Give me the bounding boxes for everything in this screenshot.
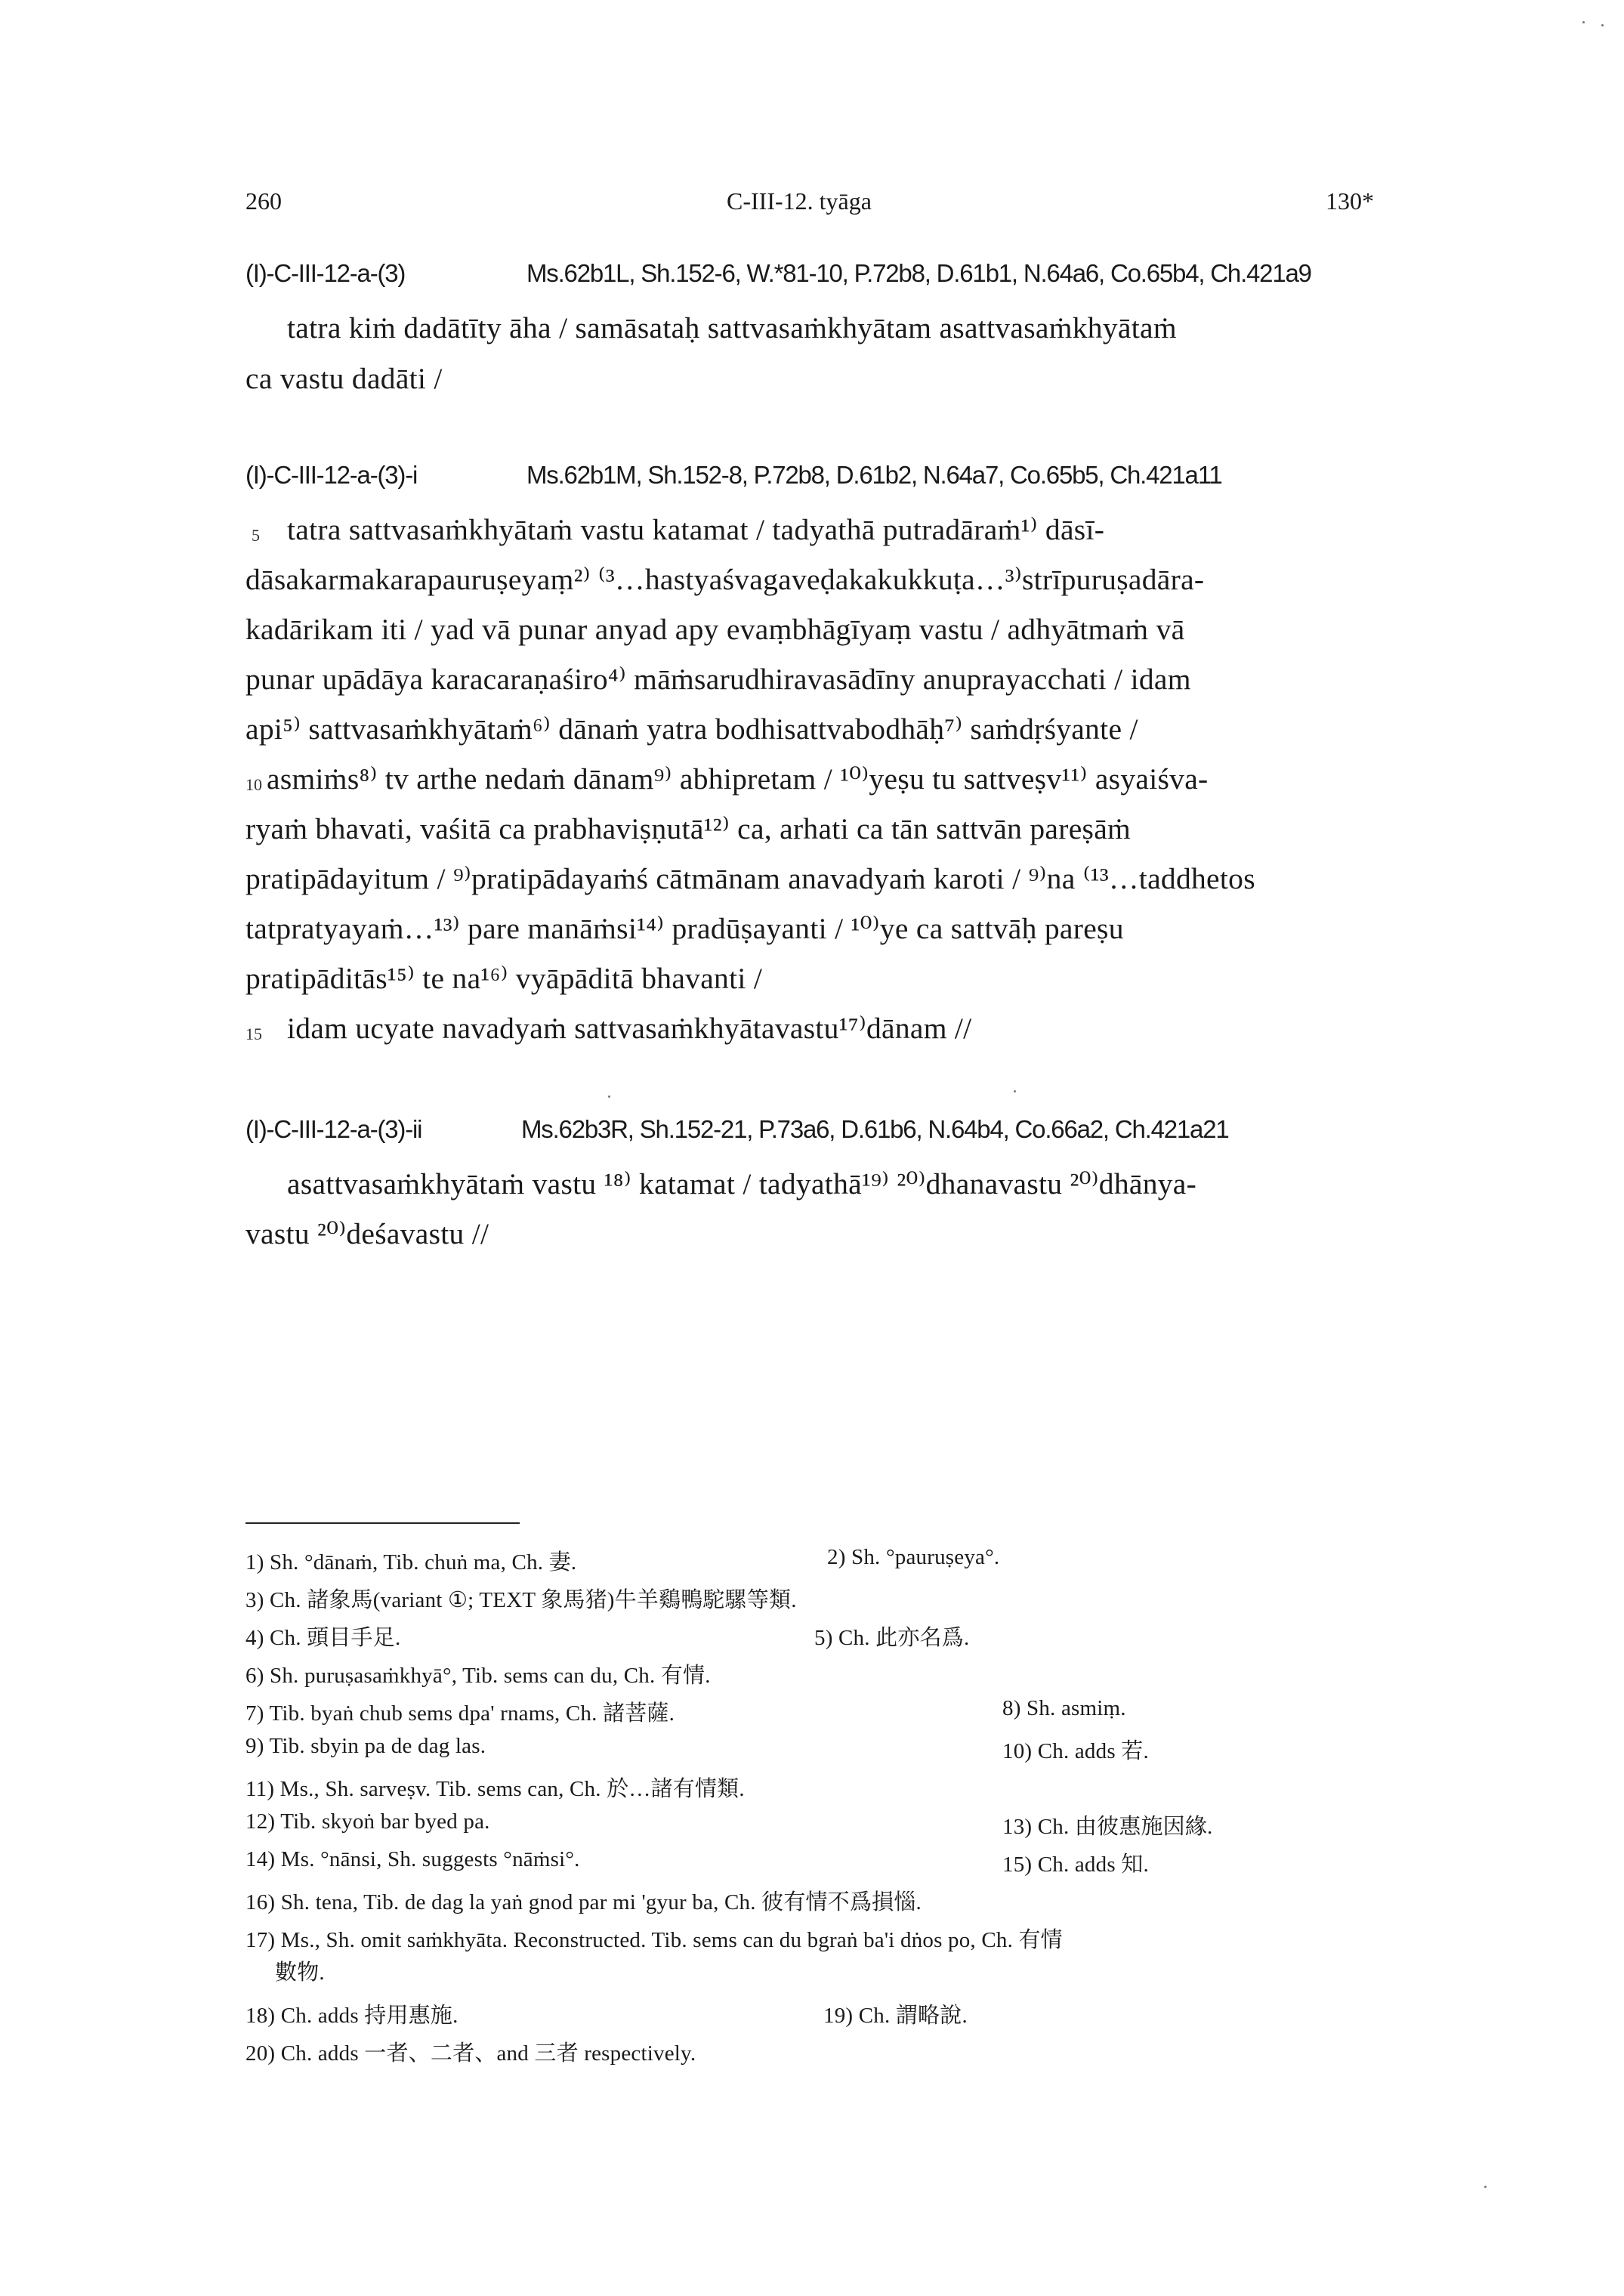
text-line: dāsakarmakarapauruṣeyaṃ²⁾ ⁽³…hastyaśvagaveḍakakukkuṭa…³⁾strīpuruṣadāra- — [245, 563, 1205, 596]
footnote: 4) Ch. 頭目手足. — [245, 1626, 401, 1650]
footnote: 6) Sh. puruṣasaṁkhyā°, Tib. sems can du, Ch. 有情. — [245, 1664, 711, 1688]
footnote: 8) Sh. asmiṃ. — [1002, 1696, 1126, 1720]
footnote-rule — [245, 1522, 520, 1524]
text-line: tatra kiṁ dadātīty āha / samāsataḥ sattvasaṁkhyātam asattvasaṁkhyātaṁ — [287, 311, 1177, 345]
footnote: 10) Ch. adds 若. — [1002, 1739, 1149, 1763]
footnote: 17) Ms., Sh. omit saṁkhyāta. Reconstructed. Tib. sems can du bgraṅ ba'i dṅos po, Ch. 有情 — [245, 1928, 1063, 1952]
text-line: tatpratyayaṁ…¹³⁾ pare manāṁsi¹⁴⁾ pradūṣayanti / ¹⁰⁾ye ca sattvāḥ pareṣu — [245, 912, 1124, 945]
text-line: api⁵⁾ sattvasaṁkhyātaṁ⁶⁾ dānaṁ yatra bodhisattvabodhāḥ⁷⁾ saṁdṛśyante / — [245, 712, 1138, 746]
text-line: pratipādayitum / ⁹⁾pratipādayaṁś cātmānam anavadyaṁ karoti / ⁹⁾na ⁽¹³…taddhetos — [245, 862, 1255, 895]
scan-speck — [1484, 2186, 1487, 2188]
text-line: asmiṁs⁸⁾ tv arthe nedaṁ dānam⁹⁾ abhipretam / ¹⁰⁾yeṣu tu sattveṣv¹¹⁾ asyaiśva- — [267, 762, 1209, 796]
footnote: 3) Ch. 諸象馬(variant ①; TEXT 象馬猪)牛羊鷄鴨駝騾等類. — [245, 1588, 797, 1612]
footnote: 16) Sh. tena, Tib. de dag la yaṅ gnod par mi 'gyur ba, Ch. 彼有情不爲損惱. — [245, 1890, 922, 1914]
footnote: 13) Ch. 由彼惠施因緣. — [1002, 1815, 1213, 1839]
text-line: asattvasaṁkhyātaṁ vastu ¹⁸⁾ katamat / tadyathā¹⁹⁾ ²⁰⁾dhanavastu ²⁰⁾dhānya- — [287, 1167, 1197, 1201]
line-number: 10 — [245, 775, 262, 794]
line-number: 15 — [245, 1024, 262, 1043]
text-line: ca vastu dadāti / — [245, 362, 443, 395]
text-line: pratipāditās¹⁵⁾ te na¹⁶⁾ vyāpāditā bhavanti / — [245, 962, 763, 995]
scan-speck — [1014, 1090, 1016, 1092]
scan-speck — [608, 1095, 610, 1098]
text-line: kadārikam iti / yad vā punar anyad apy evaṃbhāgīyaṃ vastu / adhyātmaṁ vā — [245, 613, 1185, 646]
footnote: 11) Ms., Sh. sarveṣv. Tib. sems can, Ch. 於…諸有情類. — [245, 1777, 745, 1801]
text-line: idam ucyate navadyaṁ sattvasaṁkhyātavastu¹⁷⁾dānam // — [287, 1012, 972, 1045]
footnote: 9) Tib. sbyin pa de dag las. — [245, 1734, 486, 1758]
text-line: ryaṁ bhavati, vaśitā ca prabhaviṣṇutā¹²⁾ ca, arhati ca tān sattvān pareṣāṁ — [245, 812, 1132, 845]
footnote: 15) Ch. adds 知. — [1002, 1853, 1149, 1877]
text-line: vastu ²⁰⁾deśavastu // — [245, 1217, 489, 1250]
section-refs: Ms.62b1L, Sh.152-6, W.*81-10, P.72b8, D.61b1, N.64a6, Co.65b4, Ch.421a9 — [526, 259, 1311, 287]
footnote: 12) Tib. skyoṅ bar byed pa. — [245, 1809, 490, 1834]
footnote: 18) Ch. adds 持用惠施. — [245, 2004, 458, 2028]
footnote: 14) Ms. °nānsi, Sh. suggests °nāṁsi°. — [245, 1847, 580, 1871]
scan-speck — [1601, 24, 1604, 26]
footnote: 7) Tib. byaṅ chub sems dpa' rnams, Ch. 諸菩薩. — [245, 1701, 675, 1726]
section-refs: Ms.62b3R, Sh.152-21, P.73a6, D.61b6, N.64b4, Co.66a2, Ch.421a21 — [521, 1115, 1229, 1143]
text-line: tatra sattvasaṁkhyātaṁ vastu katamat / tadyathā putradāraṁ¹⁾ dāsī- — [287, 513, 1105, 546]
running-title: C-III-12. tyāga — [727, 187, 872, 215]
scan-speck — [1582, 21, 1585, 23]
section-id: (I)-C-III-12-a-(3)-i — [245, 461, 418, 489]
footnote-continuation: 數物. — [275, 1961, 325, 1985]
text-line: punar upādāya karacaraṇaśiro⁴⁾ māṁsarudhiravasādīny anuprayacchati / idam — [245, 663, 1191, 696]
footnote: 2) Sh. °pauruṣeya°. — [827, 1545, 1000, 1569]
footnote: 19) Ch. 謂略說. — [823, 2004, 968, 2028]
line-number: 5 — [252, 526, 260, 545]
section-id: (I)-C-III-12-a-(3) — [245, 259, 406, 287]
footnote: 1) Sh. °dānaṁ, Tib. chuṅ ma, Ch. 妻. — [245, 1550, 577, 1574]
footnote: 5) Ch. 此亦名爲. — [814, 1626, 970, 1650]
folio-number: 130* — [1326, 187, 1374, 215]
footnote: 20) Ch. adds 一者、二者、and 三者 respectively. — [245, 2041, 696, 2066]
section-refs: Ms.62b1M, Sh.152-8, P.72b8, D.61b2, N.64a7, Co.65b5, Ch.421a11 — [526, 461, 1222, 489]
page-number: 260 — [245, 187, 282, 215]
section-id: (I)-C-III-12-a-(3)-ii — [245, 1115, 422, 1143]
